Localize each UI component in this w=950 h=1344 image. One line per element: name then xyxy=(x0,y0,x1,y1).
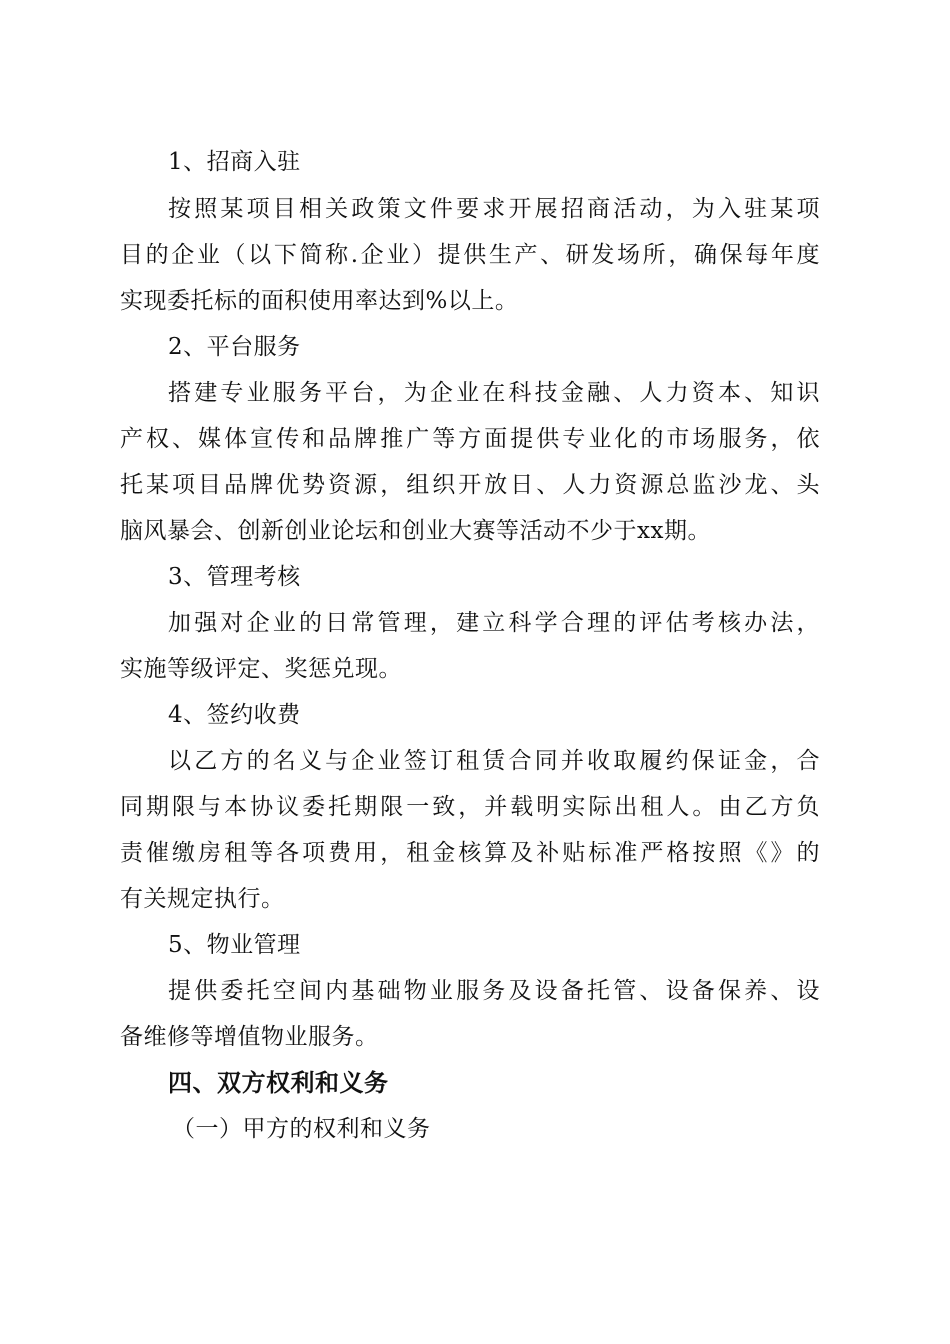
paragraph-line: 实施等级评定、奖惩兑现。 xyxy=(120,656,402,682)
paragraph-line: 以乙方的名义与企业签订租赁合同并收取履约保证金，合 xyxy=(168,748,820,774)
paragraph-line: 目的企业（以下简称.企业）提供生产、研发场所，确保每年度 xyxy=(120,242,820,268)
paragraph-line: 责催缴房租等各项费用，租金核算及补贴标准严格按照《》的 xyxy=(120,840,820,866)
chapter-heading: 四、双方权利和义务 xyxy=(168,1069,389,1097)
paragraph-line: 有关规定执行。 xyxy=(120,886,285,912)
section-title-4: 4、签约收费 xyxy=(168,702,301,728)
paragraph-line: 脑风暴会、创新创业论坛和创业大赛等活动不少于xx期。 xyxy=(120,518,711,544)
paragraph-line: 产权、媒体宣传和品牌推广等方面提供专业化的市场服务，依 xyxy=(120,426,820,452)
section-title-5: 5、物业管理 xyxy=(168,932,301,958)
paragraph-line: 同期限与本协议委托期限一致，并载明实际出租人。由乙方负 xyxy=(120,794,820,820)
sub-heading: （一）甲方的权利和义务 xyxy=(172,1116,431,1142)
paragraph-line: 按照某项目相关政策文件要求开展招商活动，为入驻某项 xyxy=(168,196,820,222)
paragraph-line: 托某项目品牌优势资源，组织开放日、人力资源总监沙龙、头 xyxy=(120,472,820,498)
section-title-3: 3、管理考核 xyxy=(168,564,301,590)
section-title-1: 1、招商入驻 xyxy=(168,149,301,175)
paragraph-line: 备维修等增值物业服务。 xyxy=(120,1024,379,1050)
section-title-2: 2、平台服务 xyxy=(168,334,301,360)
paragraph-line: 加强对企业的日常管理，建立科学合理的评估考核办法， xyxy=(168,610,820,636)
paragraph-line: 提供委托空间内基础物业服务及设备托管、设备保养、设 xyxy=(168,978,820,1004)
paragraph-line: 实现委托标的面积使用率达到%以上。 xyxy=(120,288,519,314)
paragraph-line: 搭建专业服务平台，为企业在科技金融、人力资本、知识 xyxy=(168,380,820,406)
